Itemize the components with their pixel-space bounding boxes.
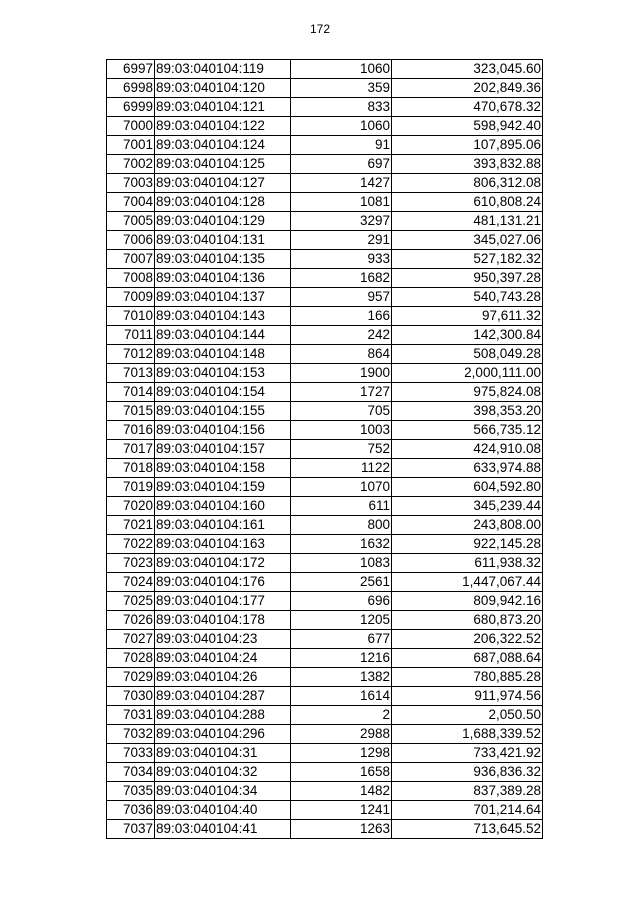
value-cell: 202,849.36 xyxy=(392,79,543,98)
area-cell: 91 xyxy=(291,136,392,155)
cadastral-number-cell: 89:03:040104:32 xyxy=(155,763,291,782)
value-cell: 527,182.32 xyxy=(392,250,543,269)
cadastral-number-cell: 89:03:040104:119 xyxy=(155,60,291,79)
cadastral-number-cell: 89:03:040104:127 xyxy=(155,174,291,193)
row-number-cell: 7014 xyxy=(107,383,155,402)
value-cell: 1,447,067.44 xyxy=(392,573,543,592)
row-number-cell: 7031 xyxy=(107,706,155,725)
row-number-cell: 7033 xyxy=(107,744,155,763)
row-number-cell: 7001 xyxy=(107,136,155,155)
row-number-cell: 7015 xyxy=(107,402,155,421)
cadastral-number-cell: 89:03:040104:31 xyxy=(155,744,291,763)
value-cell: 142,300.84 xyxy=(392,326,543,345)
row-number-cell: 7037 xyxy=(107,820,155,839)
table-row xyxy=(107,801,543,820)
cadastral-number-cell: 89:03:040104:287 xyxy=(155,687,291,706)
cadastral-number-cell: 89:03:040104:24 xyxy=(155,649,291,668)
row-number-cell: 7023 xyxy=(107,554,155,573)
value-cell: 809,942.16 xyxy=(392,592,543,611)
cadastral-number-cell: 89:03:040104:288 xyxy=(155,706,291,725)
cadastral-number-cell: 89:03:040104:41 xyxy=(155,820,291,839)
table-row xyxy=(107,668,543,687)
value-cell: 470,678.32 xyxy=(392,98,543,117)
cadastral-number-cell: 89:03:040104:159 xyxy=(155,478,291,497)
cadastral-number-cell: 89:03:040104:136 xyxy=(155,269,291,288)
value-cell: 345,027.06 xyxy=(392,231,543,250)
area-cell: 611 xyxy=(291,497,392,516)
value-cell: 604,592.80 xyxy=(392,478,543,497)
table-row xyxy=(107,60,543,79)
row-number-cell: 7005 xyxy=(107,212,155,231)
area-cell: 1682 xyxy=(291,269,392,288)
area-cell: 677 xyxy=(291,630,392,649)
value-cell: 806,312.08 xyxy=(392,174,543,193)
area-cell: 1482 xyxy=(291,782,392,801)
area-cell: 696 xyxy=(291,592,392,611)
cadastral-number-cell: 89:03:040104:128 xyxy=(155,193,291,212)
value-cell: 633,974.88 xyxy=(392,459,543,478)
value-cell: 566,735.12 xyxy=(392,421,543,440)
row-number-cell: 7007 xyxy=(107,250,155,269)
row-number-cell: 7034 xyxy=(107,763,155,782)
area-cell: 1060 xyxy=(291,117,392,136)
area-cell: 242 xyxy=(291,326,392,345)
table-row xyxy=(107,79,543,98)
area-cell: 1003 xyxy=(291,421,392,440)
area-cell: 359 xyxy=(291,79,392,98)
row-number-cell: 7019 xyxy=(107,478,155,497)
table-row xyxy=(107,459,543,478)
value-cell: 950,397.28 xyxy=(392,269,543,288)
area-cell: 1205 xyxy=(291,611,392,630)
cadastral-number-cell: 89:03:040104:161 xyxy=(155,516,291,535)
table-row xyxy=(107,117,543,136)
value-cell: 911,974.56 xyxy=(392,687,543,706)
value-cell: 598,942.40 xyxy=(392,117,543,136)
table-row xyxy=(107,383,543,402)
value-cell: 424,910.08 xyxy=(392,440,543,459)
value-cell: 1,688,339.52 xyxy=(392,725,543,744)
cadastral-number-cell: 89:03:040104:157 xyxy=(155,440,291,459)
area-cell: 1658 xyxy=(291,763,392,782)
value-cell: 481,131.21 xyxy=(392,212,543,231)
row-number-cell: 7004 xyxy=(107,193,155,212)
table-row xyxy=(107,364,543,383)
table-row xyxy=(107,687,543,706)
cadastral-number-cell: 89:03:040104:158 xyxy=(155,459,291,478)
area-cell: 1070 xyxy=(291,478,392,497)
table-row xyxy=(107,421,543,440)
area-cell: 1382 xyxy=(291,668,392,687)
cadastral-number-cell: 89:03:040104:296 xyxy=(155,725,291,744)
area-cell: 3297 xyxy=(291,212,392,231)
table-row xyxy=(107,193,543,212)
table-row xyxy=(107,98,543,117)
row-number-cell: 7027 xyxy=(107,630,155,649)
value-cell: 323,045.60 xyxy=(392,60,543,79)
area-cell: 705 xyxy=(291,402,392,421)
row-number-cell: 7016 xyxy=(107,421,155,440)
row-number-cell: 7013 xyxy=(107,364,155,383)
value-cell: 922,145.28 xyxy=(392,535,543,554)
value-cell: 243,808.00 xyxy=(392,516,543,535)
value-cell: 2,000,111.00 xyxy=(392,364,543,383)
cadastral-number-cell: 89:03:040104:163 xyxy=(155,535,291,554)
area-cell: 864 xyxy=(291,345,392,364)
table-row xyxy=(107,820,543,839)
cadastral-number-cell: 89:03:040104:154 xyxy=(155,383,291,402)
row-number-cell: 7000 xyxy=(107,117,155,136)
row-number-cell: 7028 xyxy=(107,649,155,668)
value-cell: 837,389.28 xyxy=(392,782,543,801)
row-number-cell: 7002 xyxy=(107,155,155,174)
row-number-cell: 6997 xyxy=(107,60,155,79)
area-cell: 2561 xyxy=(291,573,392,592)
value-cell: 398,353.20 xyxy=(392,402,543,421)
row-number-cell: 7024 xyxy=(107,573,155,592)
area-cell: 1614 xyxy=(291,687,392,706)
cadastral-number-cell: 89:03:040104:135 xyxy=(155,250,291,269)
table-row xyxy=(107,136,543,155)
cadastral-number-cell: 89:03:040104:40 xyxy=(155,801,291,820)
row-number-cell: 7008 xyxy=(107,269,155,288)
area-cell: 166 xyxy=(291,307,392,326)
row-number-cell: 6998 xyxy=(107,79,155,98)
cadastral-number-cell: 89:03:040104:144 xyxy=(155,326,291,345)
row-number-cell: 7026 xyxy=(107,611,155,630)
value-cell: 206,322.52 xyxy=(392,630,543,649)
table-row xyxy=(107,402,543,421)
row-number-cell: 7010 xyxy=(107,307,155,326)
value-cell: 687,088.64 xyxy=(392,649,543,668)
area-cell: 1727 xyxy=(291,383,392,402)
table-row xyxy=(107,345,543,364)
value-cell: 345,239.44 xyxy=(392,497,543,516)
table-row xyxy=(107,554,543,573)
area-cell: 2 xyxy=(291,706,392,725)
area-cell: 291 xyxy=(291,231,392,250)
cadastral-number-cell: 89:03:040104:120 xyxy=(155,79,291,98)
row-number-cell: 7025 xyxy=(107,592,155,611)
cadastral-number-cell: 89:03:040104:137 xyxy=(155,288,291,307)
table-row xyxy=(107,231,543,250)
row-number-cell: 7017 xyxy=(107,440,155,459)
table-row xyxy=(107,649,543,668)
cadastral-number-cell: 89:03:040104:148 xyxy=(155,345,291,364)
area-cell: 1241 xyxy=(291,801,392,820)
cadastral-number-cell: 89:03:040104:143 xyxy=(155,307,291,326)
value-cell: 508,049.28 xyxy=(392,345,543,364)
cadastral-number-cell: 89:03:040104:23 xyxy=(155,630,291,649)
cadastral-number-cell: 89:03:040104:129 xyxy=(155,212,291,231)
cadastral-number-cell: 89:03:040104:178 xyxy=(155,611,291,630)
cadastral-number-cell: 89:03:040104:160 xyxy=(155,497,291,516)
area-cell: 1060 xyxy=(291,60,392,79)
table-row xyxy=(107,630,543,649)
row-number-cell: 7035 xyxy=(107,782,155,801)
area-cell: 1427 xyxy=(291,174,392,193)
value-cell: 2,050.50 xyxy=(392,706,543,725)
area-cell: 1900 xyxy=(291,364,392,383)
value-cell: 611,938.32 xyxy=(392,554,543,573)
table-row xyxy=(107,725,543,744)
row-number-cell: 7003 xyxy=(107,174,155,193)
row-number-cell: 6999 xyxy=(107,98,155,117)
cadastral-number-cell: 89:03:040104:121 xyxy=(155,98,291,117)
table-row xyxy=(107,155,543,174)
value-cell: 393,832.88 xyxy=(392,155,543,174)
cadastral-number-cell: 89:03:040104:172 xyxy=(155,554,291,573)
table-row xyxy=(107,744,543,763)
parcel-table xyxy=(106,59,543,839)
cadastral-number-cell: 89:03:040104:124 xyxy=(155,136,291,155)
cadastral-number-cell: 89:03:040104:34 xyxy=(155,782,291,801)
area-cell: 697 xyxy=(291,155,392,174)
cadastral-number-cell: 89:03:040104:122 xyxy=(155,117,291,136)
table-row xyxy=(107,440,543,459)
cadastral-number-cell: 89:03:040104:177 xyxy=(155,592,291,611)
area-cell: 1263 xyxy=(291,820,392,839)
area-cell: 2988 xyxy=(291,725,392,744)
page-number: 172 xyxy=(309,22,331,36)
cadastral-number-cell: 89:03:040104:156 xyxy=(155,421,291,440)
value-cell: 780,885.28 xyxy=(392,668,543,687)
row-number-cell: 7032 xyxy=(107,725,155,744)
row-number-cell: 7030 xyxy=(107,687,155,706)
area-cell: 933 xyxy=(291,250,392,269)
table-row xyxy=(107,212,543,231)
table-row xyxy=(107,535,543,554)
row-number-cell: 7006 xyxy=(107,231,155,250)
row-number-cell: 7011 xyxy=(107,326,155,345)
table-row xyxy=(107,250,543,269)
row-number-cell: 7022 xyxy=(107,535,155,554)
area-cell: 1298 xyxy=(291,744,392,763)
value-cell: 713,645.52 xyxy=(392,820,543,839)
table-row xyxy=(107,516,543,535)
row-number-cell: 7021 xyxy=(107,516,155,535)
area-cell: 1216 xyxy=(291,649,392,668)
cadastral-number-cell: 89:03:040104:26 xyxy=(155,668,291,687)
table-row xyxy=(107,497,543,516)
area-cell: 800 xyxy=(291,516,392,535)
area-cell: 1081 xyxy=(291,193,392,212)
area-cell: 833 xyxy=(291,98,392,117)
value-cell: 733,421.92 xyxy=(392,744,543,763)
row-number-cell: 7012 xyxy=(107,345,155,364)
cadastral-number-cell: 89:03:040104:176 xyxy=(155,573,291,592)
area-cell: 1122 xyxy=(291,459,392,478)
value-cell: 540,743.28 xyxy=(392,288,543,307)
value-cell: 610,808.24 xyxy=(392,193,543,212)
row-number-cell: 7029 xyxy=(107,668,155,687)
table-row xyxy=(107,174,543,193)
value-cell: 97,611.32 xyxy=(392,307,543,326)
cadastral-number-cell: 89:03:040104:125 xyxy=(155,155,291,174)
area-cell: 752 xyxy=(291,440,392,459)
row-number-cell: 7018 xyxy=(107,459,155,478)
parcel-table-body xyxy=(107,60,543,839)
area-cell: 1083 xyxy=(291,554,392,573)
table-row xyxy=(107,763,543,782)
cadastral-number-cell: 89:03:040104:155 xyxy=(155,402,291,421)
table-row xyxy=(107,782,543,801)
area-cell: 1632 xyxy=(291,535,392,554)
table-row xyxy=(107,478,543,497)
value-cell: 680,873.20 xyxy=(392,611,543,630)
table-row xyxy=(107,269,543,288)
row-number-cell: 7020 xyxy=(107,497,155,516)
table-row xyxy=(107,592,543,611)
area-cell: 957 xyxy=(291,288,392,307)
table-row xyxy=(107,288,543,307)
value-cell: 701,214.64 xyxy=(392,801,543,820)
value-cell: 975,824.08 xyxy=(392,383,543,402)
value-cell: 936,836.32 xyxy=(392,763,543,782)
table-row xyxy=(107,326,543,345)
row-number-cell: 7009 xyxy=(107,288,155,307)
table-row xyxy=(107,611,543,630)
cadastral-number-cell: 89:03:040104:131 xyxy=(155,231,291,250)
table-row xyxy=(107,307,543,326)
table-row xyxy=(107,706,543,725)
row-number-cell: 7036 xyxy=(107,801,155,820)
table-row xyxy=(107,573,543,592)
value-cell: 107,895.06 xyxy=(392,136,543,155)
cadastral-number-cell: 89:03:040104:153 xyxy=(155,364,291,383)
